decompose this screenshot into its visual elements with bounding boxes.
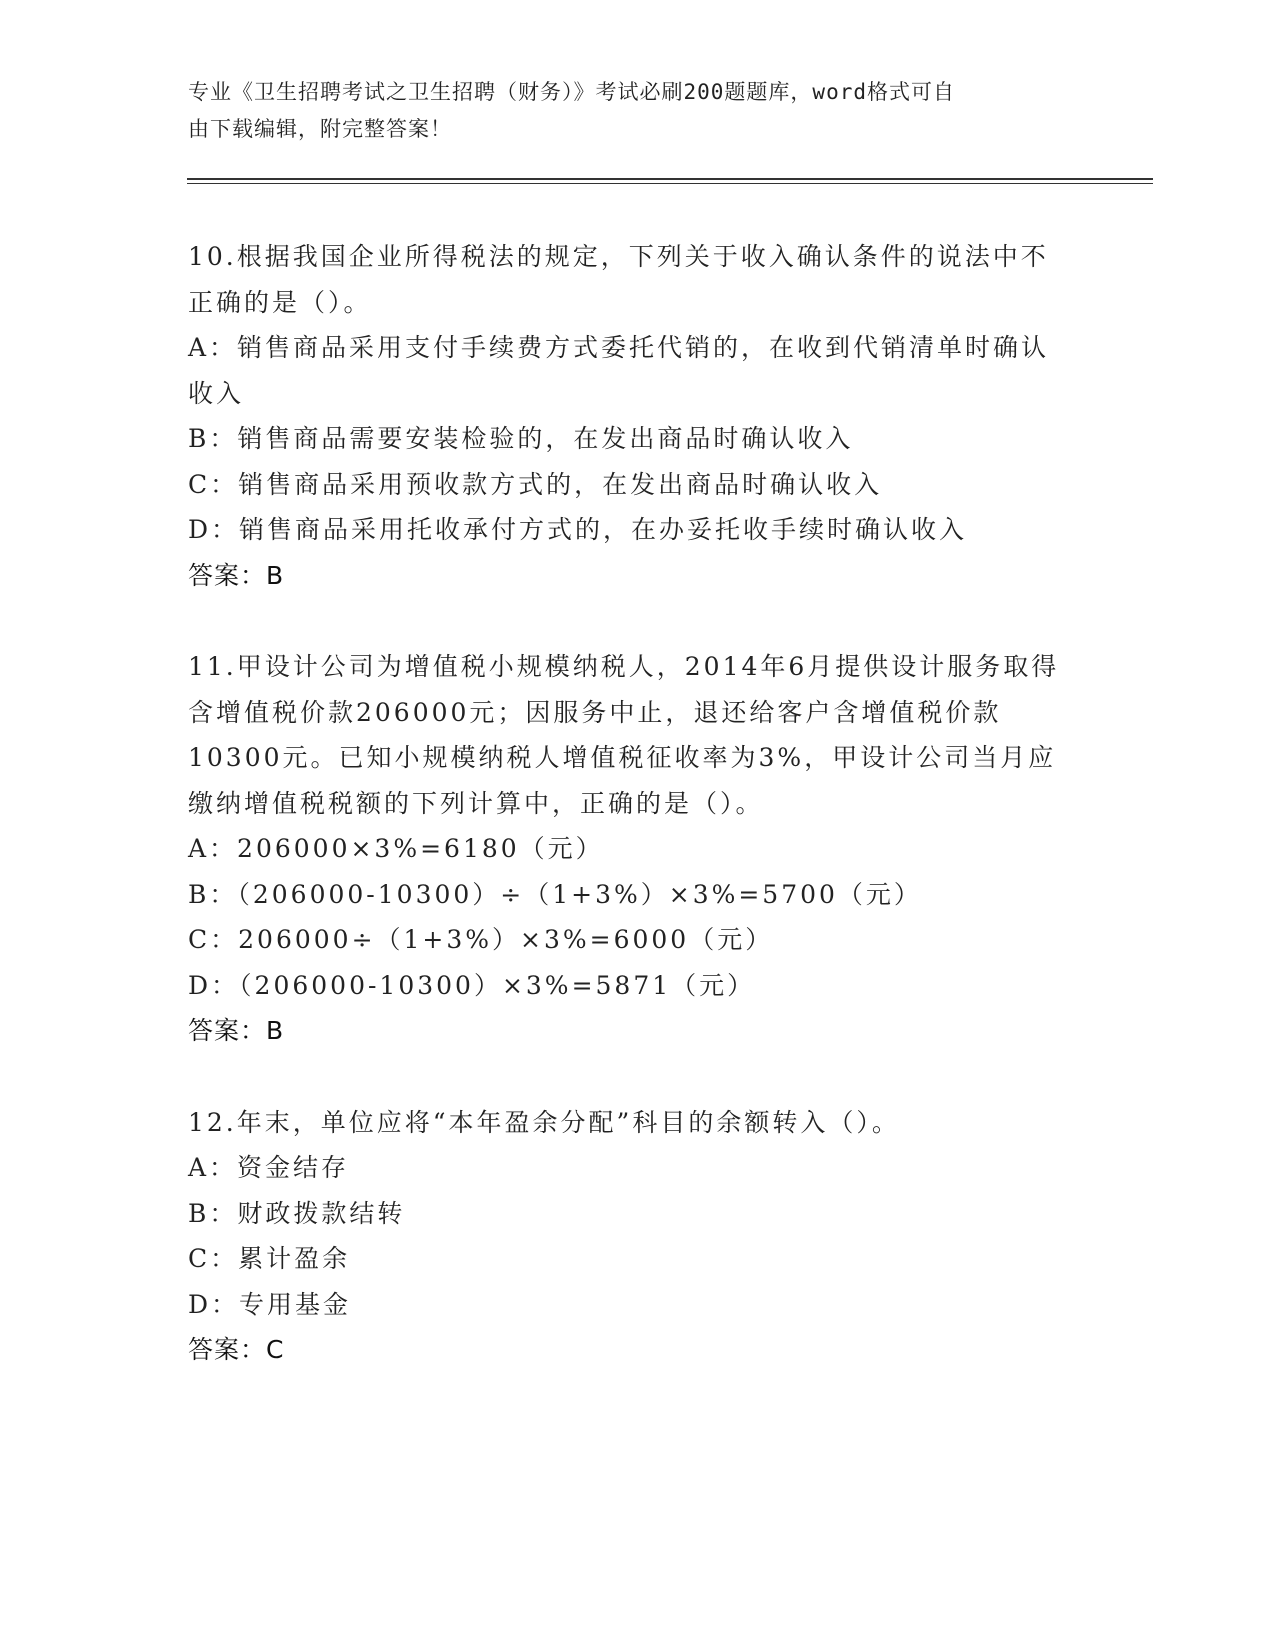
- option-line: D：（206000-10300）×3%=5871（元）: [188, 970, 756, 1000]
- answer-line: 答案：C: [188, 1335, 285, 1364]
- header-rule-top: [187, 178, 1153, 180]
- option-line: B：（206000-10300）÷（1+3%）×3%=5700（元）: [188, 879, 922, 909]
- option-line: C：累计盈余: [188, 1244, 351, 1273]
- option-line: B：销售商品需要安装检验的，在发出商品时确认收入: [188, 424, 854, 453]
- question-item: [188, 234, 1078, 598]
- question-stem-line: 缴纳增值税税额的下列计算中，正确的是（）。: [188, 788, 764, 818]
- option-line: D：销售商品采用托收承付方式的，在办妥托收手续时确认收入: [188, 515, 968, 544]
- header-line: 专业《卫生招聘考试之卫生招聘（财务）》考试必刷200题题库，word格式可自: [188, 80, 955, 104]
- question-stem-line: 12.年末，单位应将“本年盈余分配”科目的余额转入（）。: [188, 1107, 900, 1137]
- question-stem-line: 正确的是（）。: [188, 287, 372, 317]
- question-list: [188, 234, 1078, 1419]
- question-stem-line: 10300元。已知小规模纳税人增值税征收率为3%，甲设计公司当月应: [188, 743, 1057, 772]
- question-item: [188, 1100, 1078, 1373]
- answer-line: 答案：B: [188, 560, 285, 590]
- question-stem-line: 含增值税价款206000元；因服务中止，退还给客户含增值税价款: [188, 697, 1002, 727]
- option-line: A：资金结存: [188, 1153, 350, 1182]
- option-line: 收入: [188, 378, 245, 408]
- option-line: B：财政拨款结转: [188, 1198, 406, 1228]
- option-line: A：销售商品采用支付手续费方式委托代销的，在收到代销清单时确认: [188, 333, 1050, 362]
- option-line: C：206000÷（1+3%）×3%=6000（元）: [188, 925, 774, 954]
- answer-line: 答案：B: [188, 1016, 285, 1045]
- header-rule-bottom: [187, 183, 1153, 184]
- option-line: C：销售商品采用预收款方式的，在发出商品时确认收入: [188, 469, 883, 499]
- header-line: 由下载编辑，附完整答案！: [188, 117, 452, 141]
- option-line: D：专用基金: [188, 1289, 352, 1319]
- option-line: A：206000×3%=6180（元）: [188, 834, 604, 863]
- document-header: [188, 74, 1068, 148]
- question-stem-line: 11.甲设计公司为增值税小规模纳税人，2014年6月提供设计服务取得: [188, 652, 1060, 681]
- question-stem-line: 10.根据我国企业所得税法的规定，下列关于收入确认条件的说法中不: [188, 242, 1049, 271]
- question-item: [188, 644, 1078, 1054]
